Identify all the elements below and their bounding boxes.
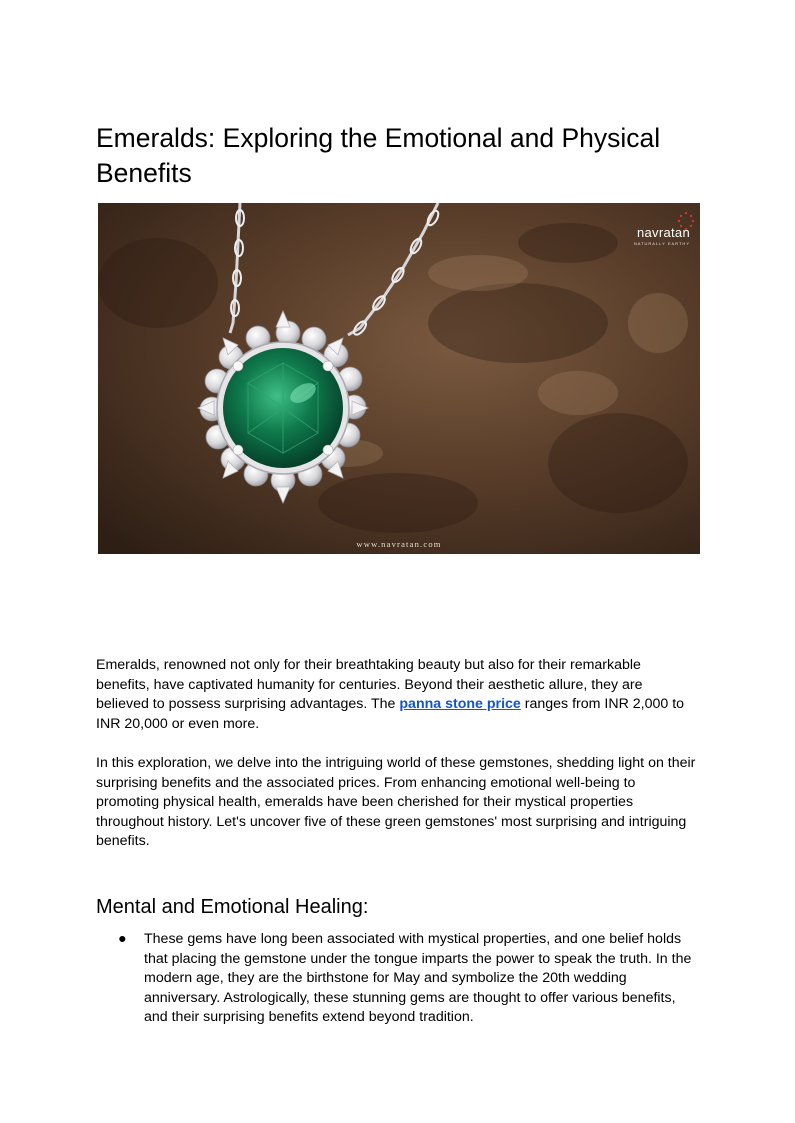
- intro-paragraph: [96, 656, 696, 734]
- intro-text: Emeralds, renowned not only for their breathtaking beauty but also for their remarkable benefits, have captivated humanity for centuries. Beyond their aesthetic allure, they are believed to possess surprising advantages. The: [96, 657, 643, 712]
- section-heading: Mental and Emotional Healing:: [96, 896, 369, 918]
- exploration-paragraph: In this exploration, we delve into the intriguing world of these gemstones, shedding light on their surprising benefits and the associated prices. From enhancing emotional well-being to promoting physical health, emeralds have been cherished for their mystical properties throughout history. Let's uncover five of these green gemstones' most surprising and intriguing benefits.: [96, 755, 696, 849]
- bullet-icon: ●: [118, 931, 127, 947]
- intro-text-end: ranges from INR 2,000 to INR 20,000 or even more.: [96, 696, 685, 732]
- logo-tagline: NATURALLY EARTHY: [633, 241, 690, 246]
- emerald-pendant-image: [98, 203, 700, 554]
- image-watermark: www.navratan.com: [356, 539, 442, 549]
- list-item: [96, 930, 696, 1028]
- bullet-list: [96, 930, 696, 1028]
- navratan-logo: navratan: [637, 225, 690, 240]
- list-item-text: These gems have long been associated with mystical properties, and one belief holds that placing the gemstone under the tongue imparts the power to speak the truth. In the modern age, they are the birthstone for May and symbolize the 20th wedding anniversary. Astrologically, these stunning gems are thought to offer various benefits, and their surprising benefits extend beyond tradition.: [144, 931, 692, 1025]
- page-title: Emeralds: Exploring the Emotional and Physical Benefits: [96, 123, 661, 188]
- panna-stone-price-link[interactable]: panna stone price: [399, 696, 521, 712]
